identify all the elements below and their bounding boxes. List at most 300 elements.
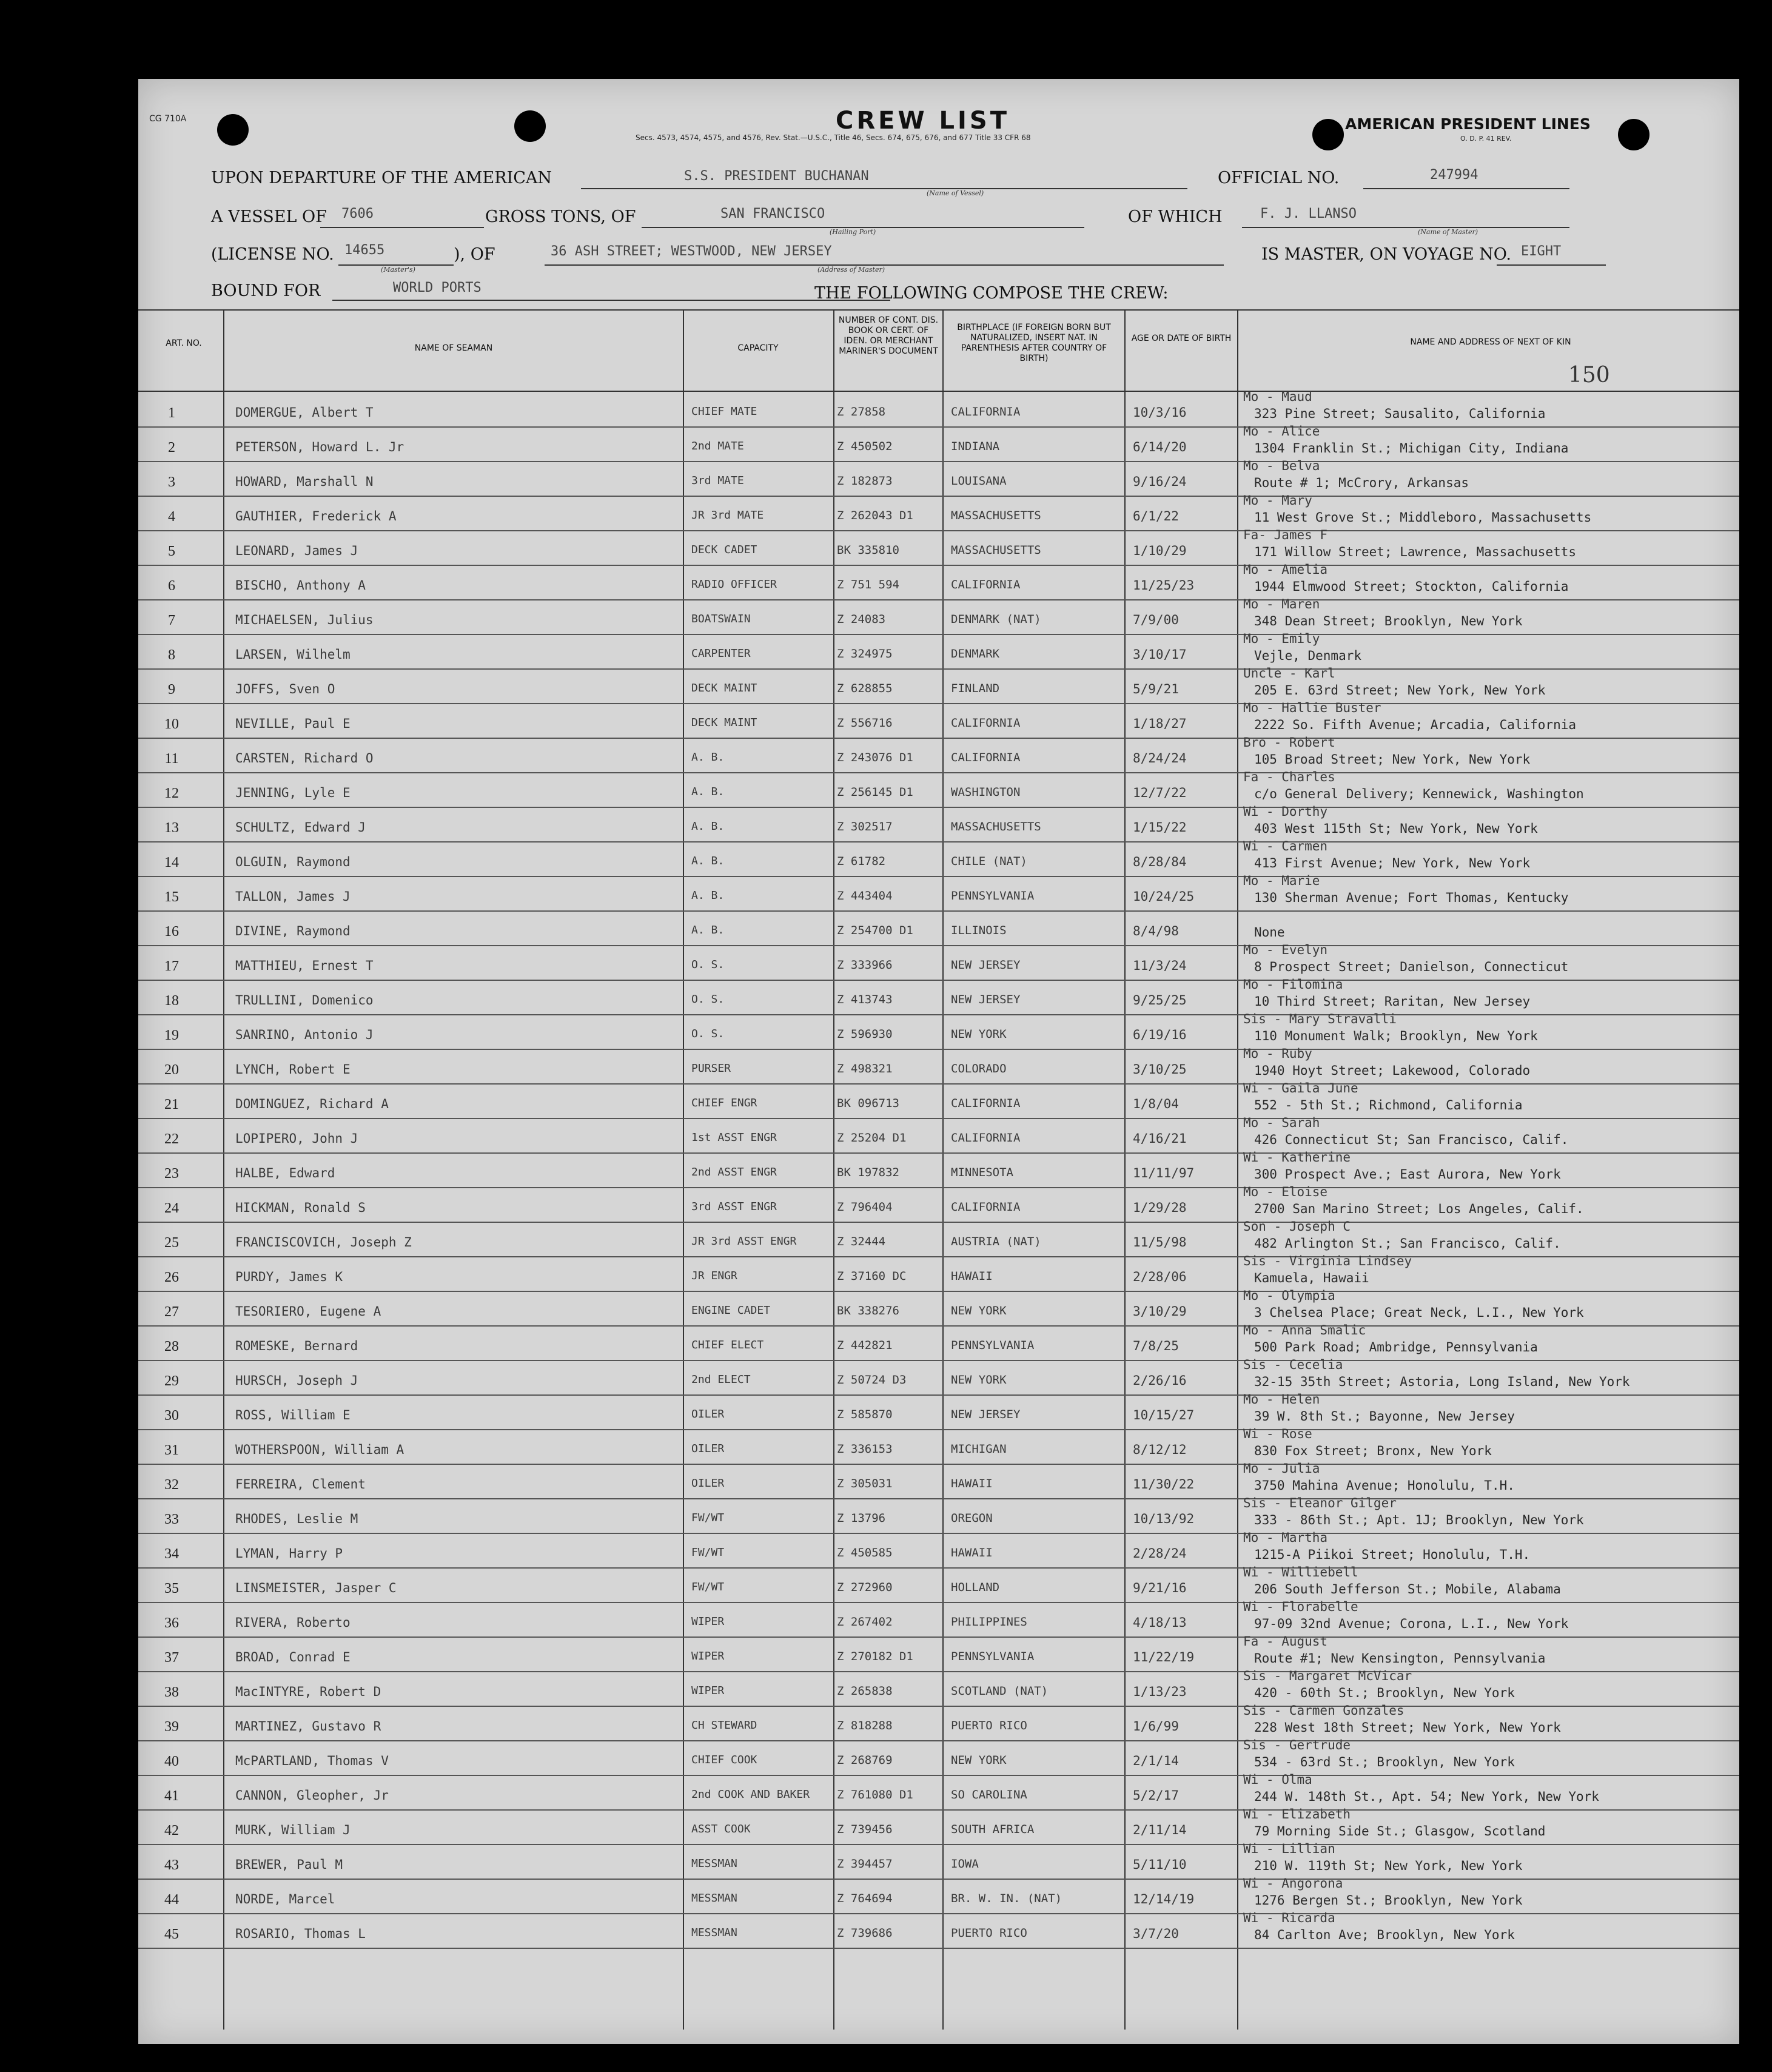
crew-kin-name: Mo - Martha xyxy=(1243,1530,1328,1545)
crew-document: Z 27858 xyxy=(837,405,886,419)
crew-kin-name: Wi - Ricarda xyxy=(1243,1911,1335,1925)
crew-kin-name: Sis - Gertrude xyxy=(1243,1738,1351,1752)
crew-dob: 10/15/27 xyxy=(1133,1408,1195,1422)
crew-dob: 11/3/24 xyxy=(1133,958,1187,973)
crew-capacity: A. B. xyxy=(691,751,725,764)
underline xyxy=(1363,188,1569,189)
crew-art-no: 20 xyxy=(164,1062,179,1078)
crew-name: MATTHIEU, Ernest T xyxy=(235,958,374,973)
crew-name: TALLON, James J xyxy=(235,889,351,904)
crew-kin-address: 1304 Franklin St.; Michigan City, Indiana xyxy=(1254,441,1569,456)
crew-document: Z 243076 D1 xyxy=(837,751,913,764)
crew-document: BK 197832 xyxy=(837,1166,899,1179)
crew-art-no: 8 xyxy=(168,647,175,663)
crew-capacity: 1st ASST ENGR xyxy=(691,1131,777,1144)
crew-row xyxy=(138,459,1739,497)
crew-kin-address: 482 Arlington St.; San Francisco, Calif. xyxy=(1254,1236,1561,1251)
crew-name: TESORIERO, Eugene A xyxy=(235,1304,381,1319)
crew-row xyxy=(138,1081,1739,1119)
crew-document: Z 556716 xyxy=(837,716,893,730)
crew-art-no: 7 xyxy=(168,613,175,628)
crew-dob: 2/11/14 xyxy=(1133,1823,1187,1837)
crew-birthplace: MASSACHUSETTS xyxy=(951,509,1041,522)
crew-row xyxy=(138,1842,1739,1880)
crew-kin-name: Mo - Olympia xyxy=(1243,1288,1335,1303)
crew-kin-address: Vejle, Denmark xyxy=(1254,648,1362,663)
crew-capacity: O. S. xyxy=(691,993,725,1006)
crew-kin-name: Fa- James F xyxy=(1243,528,1328,542)
crew-birthplace: COLORADO xyxy=(951,1062,1007,1075)
crew-capacity: 2nd ELECT xyxy=(691,1373,751,1386)
crew-name: ROMESKE, Bernard xyxy=(235,1339,358,1353)
crew-capacity: 2nd COOK AND BAKER xyxy=(691,1788,810,1801)
crew-document: Z 739456 xyxy=(837,1823,893,1836)
crew-birthplace: HAWAII xyxy=(951,1477,993,1490)
crew-kin-address: 2700 San Marino Street; Los Angeles, Calif. xyxy=(1254,1202,1584,1216)
crew-birthplace: MASSACHUSETTS xyxy=(951,820,1041,833)
crew-capacity: A. B. xyxy=(691,785,725,798)
crew-birthplace: PUERTO RICO xyxy=(951,1719,1027,1732)
crew-dob: 1/29/28 xyxy=(1133,1200,1187,1215)
crew-kin-address: 210 W. 119th St; New York, New York xyxy=(1254,1858,1523,1873)
crew-birthplace: IOWA xyxy=(951,1857,979,1871)
crew-document: Z 61782 xyxy=(837,855,886,868)
crew-document: Z 596930 xyxy=(837,1028,893,1041)
crew-name: LINSMEISTER, Jasper C xyxy=(235,1581,397,1595)
crew-kin-name: Mo - Anna Smalic xyxy=(1243,1323,1366,1337)
crew-name: SCHULTZ, Edward J xyxy=(235,820,366,835)
row-rule xyxy=(138,1948,1739,1949)
crew-art-no: 19 xyxy=(164,1028,179,1043)
crew-dob: 8/28/84 xyxy=(1133,855,1187,869)
punch-hole xyxy=(1312,119,1344,150)
crew-art-no: 13 xyxy=(164,820,179,836)
crew-art-no: 39 xyxy=(164,1719,179,1735)
crew-birthplace: NEW JERSEY xyxy=(951,958,1021,972)
crew-birthplace: PENNSYLVANIA xyxy=(951,889,1035,903)
crew-kin-name: Mo - Sarah xyxy=(1243,1115,1320,1130)
crew-kin-name: Son - Joseph C xyxy=(1243,1219,1351,1234)
crew-row xyxy=(138,1530,1739,1569)
punch-hole xyxy=(514,110,546,142)
crew-birthplace: NEW YORK xyxy=(951,1373,1007,1387)
crew-name: GAUTHIER, Frederick A xyxy=(235,509,397,523)
crew-kin-name: Sis - Cecelia xyxy=(1243,1357,1343,1372)
crew-art-no: 27 xyxy=(164,1304,179,1320)
crew-row xyxy=(138,1738,1739,1776)
crew-document: Z 13796 xyxy=(837,1512,886,1525)
form-code: CG 710A xyxy=(149,114,187,124)
col-header-capacity: CAPACITY xyxy=(737,343,779,353)
crew-name: WOTHERSPOON, William A xyxy=(235,1442,404,1457)
crew-name: ROSS, William E xyxy=(235,1408,351,1422)
crew-document: Z 739686 xyxy=(837,1926,893,1940)
crew-kin-address: Route # 1; McCrory, Arkansas xyxy=(1254,476,1469,490)
col-header-age: AGE OR DATE OF BIRTH xyxy=(1131,334,1232,343)
crew-kin-address: None xyxy=(1254,925,1285,940)
crew-kin-address: 1276 Bergen St.; Brooklyn, New York xyxy=(1254,1893,1523,1908)
crew-name: MICHAELSEN, Julius xyxy=(235,613,374,627)
address-of-label: ), OF xyxy=(454,245,495,264)
crew-document: Z 336153 xyxy=(837,1442,893,1456)
crew-row xyxy=(138,389,1739,428)
crew-name: HURSCH, Joseph J xyxy=(235,1373,358,1388)
crew-birthplace: DENMARK (NAT) xyxy=(951,613,1041,626)
crew-row xyxy=(138,943,1739,981)
crew-document: Z 50724 D3 xyxy=(837,1373,907,1387)
crew-row xyxy=(138,1046,1739,1085)
crew-document: Z 182873 xyxy=(837,474,893,488)
underline xyxy=(1497,264,1606,266)
crew-kin-address: 426 Connecticut St; San Francisco, Calif. xyxy=(1254,1132,1569,1147)
crew-birthplace: BR. W. IN. (NAT) xyxy=(951,1892,1062,1905)
crew-kin-name: Fa - Charles xyxy=(1243,770,1335,784)
crew-kin-address: 171 Willow Street; Lawrence, Massachusetts xyxy=(1254,545,1577,559)
crew-birthplace: WASHINGTON xyxy=(951,785,1021,799)
crew-kin-address: 403 West 115th St; New York, New York xyxy=(1254,821,1538,836)
crew-art-no: 41 xyxy=(164,1788,179,1804)
crew-row xyxy=(138,1219,1739,1257)
crew-document: Z 394457 xyxy=(837,1857,893,1871)
master-caption: (Name of Master) xyxy=(1418,228,1478,236)
crew-row xyxy=(138,1565,1739,1603)
crew-kin-name: Sis - Mary Stravalli xyxy=(1243,1012,1397,1026)
crew-art-no: 4 xyxy=(168,509,175,525)
crew-dob: 11/30/22 xyxy=(1133,1477,1195,1492)
crew-capacity: CHIEF COOK xyxy=(691,1754,757,1766)
crew-dob: 1/15/22 xyxy=(1133,820,1187,835)
crew-capacity: DECK MAINT xyxy=(691,682,757,695)
crew-dob: 1/18/27 xyxy=(1133,716,1187,731)
crew-art-no: 28 xyxy=(164,1339,179,1354)
crew-kin-address: 3 Chelsea Place; Great Neck, L.I., New York xyxy=(1254,1305,1584,1320)
crew-name: NEVILLE, Paul E xyxy=(235,716,351,731)
crew-art-no: 40 xyxy=(164,1754,179,1769)
crew-art-no: 24 xyxy=(164,1200,179,1216)
crew-art-no: 2 xyxy=(168,440,175,456)
crew-row xyxy=(138,770,1739,808)
crew-row xyxy=(138,873,1739,912)
crew-name: FRANCISCOVICH, Joseph Z xyxy=(235,1235,412,1250)
crew-birthplace: CALIFORNIA xyxy=(951,1131,1021,1145)
crew-name: HALBE, Edward xyxy=(235,1166,335,1180)
crew-art-no: 5 xyxy=(168,543,175,559)
crew-capacity: JR 3rd MATE xyxy=(691,509,764,522)
crew-birthplace: SCOTLAND (NAT) xyxy=(951,1684,1049,1698)
crew-kin-name: Mo - Filomina xyxy=(1243,977,1343,992)
crew-capacity: 3rd MATE xyxy=(691,474,744,487)
crew-document: Z 324975 xyxy=(837,647,893,661)
crew-name: DIVINE, Raymond xyxy=(235,924,351,938)
crew-document: Z 585870 xyxy=(837,1408,893,1421)
crew-capacity: DECK CADET xyxy=(691,543,757,556)
crew-name: HOWARD, Marshall N xyxy=(235,474,374,489)
crew-capacity: WIPER xyxy=(691,1615,725,1628)
crew-art-no: 22 xyxy=(164,1131,179,1147)
crew-birthplace: NEW JERSEY xyxy=(951,1408,1021,1421)
crew-art-no: 44 xyxy=(164,1892,179,1908)
crew-capacity: OILER xyxy=(691,1408,725,1421)
crew-birthplace: PENNSYLVANIA xyxy=(951,1650,1035,1663)
crew-row xyxy=(138,1772,1739,1811)
crew-row xyxy=(138,1115,1739,1154)
crew-document: Z 413743 xyxy=(837,993,893,1006)
crew-dob: 11/22/19 xyxy=(1133,1650,1195,1664)
crew-capacity: WIPER xyxy=(691,1650,725,1663)
crew-kin-name: Sis - Virginia Lindsey xyxy=(1243,1254,1412,1268)
crew-capacity: O. S. xyxy=(691,958,725,971)
crew-kin-address: 39 W. 8th St.; Bayonne, New Jersey xyxy=(1254,1409,1515,1424)
crew-dob: 9/16/24 xyxy=(1133,474,1187,489)
crew-document: Z 333966 xyxy=(837,958,893,972)
crew-capacity: 2nd MATE xyxy=(691,440,744,452)
crew-art-no: 38 xyxy=(164,1684,179,1700)
crew-document: Z 262043 D1 xyxy=(837,509,913,522)
crew-row xyxy=(138,1150,1739,1188)
of-which-label: OF WHICH xyxy=(1128,207,1223,226)
crew-table xyxy=(138,309,1739,2030)
crew-name: MURK, William J xyxy=(235,1823,351,1837)
crew-kin-address: 3750 Mahina Avenue; Honolulu, T.H. xyxy=(1254,1478,1515,1493)
crew-art-no: 36 xyxy=(164,1615,179,1631)
crew-birthplace: NEW JERSEY xyxy=(951,993,1021,1006)
crew-dob: 6/1/22 xyxy=(1133,509,1179,523)
crew-kin-name: Sis - Margaret McVicar xyxy=(1243,1669,1412,1683)
license-caption: (Master's) xyxy=(381,266,415,274)
crew-capacity: ENGINE CADET xyxy=(691,1304,771,1317)
crew-name: DOMERGUE, Albert T xyxy=(235,405,374,420)
crew-kin-name: Wi - Katherine xyxy=(1243,1150,1351,1165)
crew-name: PETERSON, Howard L. Jr xyxy=(235,440,404,454)
crew-birthplace: MICHIGAN xyxy=(951,1442,1007,1456)
hailing-caption: (Hailing Port) xyxy=(830,228,876,236)
crew-kin-address: 79 Morning Side St.; Glasgow, Scotland xyxy=(1254,1824,1546,1838)
crew-name: McPARTLAND, Thomas V xyxy=(235,1754,389,1768)
crew-art-no: 3 xyxy=(168,474,175,490)
crew-birthplace: CALIFORNIA xyxy=(951,751,1021,764)
crew-name: RIVERA, Roberto xyxy=(235,1615,351,1630)
crew-dob: 2/1/14 xyxy=(1133,1754,1179,1768)
crew-dob: 3/7/20 xyxy=(1133,1926,1179,1941)
crew-art-no: 1 xyxy=(168,405,175,421)
crew-kin-name: Mo - Ruby xyxy=(1243,1046,1312,1061)
crew-birthplace: HAWAII xyxy=(951,1546,993,1559)
crew-birthplace: DENMARK xyxy=(951,647,1000,661)
crew-row xyxy=(138,1703,1739,1741)
statute-reference: Secs. 4573, 4574, 4575, and 4576, Rev. Stat.—U.S.C., Title 46, Secs. 674, 675, 676, and 677 Title 33 CFR 68 xyxy=(636,133,1031,142)
page-title: CREW LIST xyxy=(836,107,1010,135)
crew-kin-name: Mo - Belva xyxy=(1243,459,1320,473)
crew-kin-name: Wi - Florabelle xyxy=(1243,1599,1358,1614)
crew-document: Z 764694 xyxy=(837,1892,893,1905)
crew-capacity: MESSMAN xyxy=(691,1926,737,1939)
crew-dob: 3/10/29 xyxy=(1133,1304,1187,1319)
crew-dob: 6/19/16 xyxy=(1133,1028,1187,1042)
underline xyxy=(581,188,1187,189)
crew-capacity: 2nd ASST ENGR xyxy=(691,1166,777,1179)
crew-birthplace: NEW YORK xyxy=(951,1028,1007,1041)
crew-document: Z 37160 DC xyxy=(837,1270,907,1283)
table-top-border xyxy=(138,309,1739,311)
crew-document: BK 096713 xyxy=(837,1097,899,1110)
crew-art-no: 30 xyxy=(164,1408,179,1424)
crew-row xyxy=(138,1807,1739,1845)
crew-name: ROSARIO, Thomas L xyxy=(235,1926,366,1941)
crew-birthplace: CALIFORNIA xyxy=(951,578,1021,591)
crew-art-no: 9 xyxy=(168,682,175,698)
crew-dob: 11/25/23 xyxy=(1133,578,1195,593)
crew-capacity: OILER xyxy=(691,1442,725,1455)
crew-kin-name: Mo - Marie xyxy=(1243,873,1320,888)
crew-birthplace: CALIFORNIA xyxy=(951,405,1021,419)
crew-birthplace: SO CAROLINA xyxy=(951,1788,1027,1801)
crew-capacity: CHIEF MATE xyxy=(691,405,757,418)
crew-birthplace: HAWAII xyxy=(951,1270,993,1283)
crew-kin-name: Wi - Carmen xyxy=(1243,839,1328,853)
crew-kin-address: 2222 So. Fifth Avenue; Arcadia, California xyxy=(1254,718,1577,732)
crew-kin-address: 32-15 35th Street; Astoria, Long Island, New York xyxy=(1254,1374,1630,1389)
crew-birthplace: MINNESOTA xyxy=(951,1166,1013,1179)
crew-capacity: A. B. xyxy=(691,820,725,833)
crew-kin-name: Wi - Lillian xyxy=(1243,1842,1335,1856)
crew-dob: 10/13/92 xyxy=(1133,1512,1195,1526)
crew-row xyxy=(138,631,1739,670)
crew-kin-address: 97-09 32nd Avenue; Corona, L.I., New York xyxy=(1254,1616,1569,1631)
crew-kin-address: Route #1; New Kensington, Pennsylvania xyxy=(1254,1651,1546,1666)
crew-art-no: 21 xyxy=(164,1097,179,1112)
crew-name: JOFFS, Sven O xyxy=(235,682,335,696)
crew-row xyxy=(138,1911,1739,1949)
underline xyxy=(1242,227,1569,228)
crew-name: CANNON, Gleopher, Jr xyxy=(235,1788,389,1803)
crew-name: LYNCH, Robert E xyxy=(235,1062,351,1077)
crew-name: NORDE, Marcel xyxy=(235,1892,335,1906)
crew-document: Z 751 594 xyxy=(837,578,899,591)
crew-kin-address: 500 Park Road; Ambridge, Pennsylvania xyxy=(1254,1340,1538,1354)
col-header-document: NUMBER OF CONT. DIS. BOOK OR CERT. OF IDEN. OR MERCHANT MARINER'S DOCUMENT xyxy=(838,315,939,356)
crew-document: Z 24083 xyxy=(837,613,886,626)
company-name: AMERICAN PRESIDENT LINES xyxy=(1345,115,1591,133)
crew-art-no: 18 xyxy=(164,993,179,1009)
voyage-label: IS MASTER, ON VOYAGE NO. xyxy=(1261,245,1511,264)
crew-row xyxy=(138,1634,1739,1672)
crew-kin-name: Wi - Gaila June xyxy=(1243,1081,1358,1095)
crew-kin-address: 420 - 60th St.; Brooklyn, New York xyxy=(1254,1686,1515,1700)
crew-name: HICKMAN, Ronald S xyxy=(235,1200,366,1215)
upon-departure-label: UPON DEPARTURE OF THE AMERICAN xyxy=(211,169,552,187)
crew-document: Z 265838 xyxy=(837,1684,893,1698)
crew-document: Z 272960 xyxy=(837,1581,893,1594)
crew-name: FERREIRA, Clement xyxy=(235,1477,366,1492)
crew-dob: 9/21/16 xyxy=(1133,1581,1187,1595)
crew-dob: 10/24/25 xyxy=(1133,889,1195,904)
crew-dob: 11/11/97 xyxy=(1133,1166,1195,1180)
crew-name: LOPIPERO, John J xyxy=(235,1131,358,1146)
crew-birthplace: LOUISANA xyxy=(951,474,1007,488)
crew-capacity: CHIEF ENGR xyxy=(691,1097,757,1109)
crew-name: TRULLINI, Domenico xyxy=(235,993,374,1007)
crew-kin-name: Wi - Rose xyxy=(1243,1427,1312,1441)
crew-birthplace: AUSTRIA (NAT) xyxy=(951,1235,1041,1248)
crew-art-no: 17 xyxy=(164,958,179,974)
col-header-birthplace: BIRTHPLACE (IF FOREIGN BORN BUT NATURALIZED, INSERT NAT. IN PARENTHESIS AFTER COUNTRY OF BIRTH) xyxy=(957,323,1111,363)
hailing-port: SAN FRANCISCO xyxy=(720,206,825,221)
table-header-border xyxy=(138,391,1739,392)
crew-kin-name: Sis - Carmen Gonzales xyxy=(1243,1703,1405,1718)
crew-dob: 8/24/24 xyxy=(1133,751,1187,765)
vessel-of-label: A VESSEL OF xyxy=(211,207,327,226)
crew-document: Z 450502 xyxy=(837,440,893,453)
crew-row xyxy=(138,562,1739,600)
crew-row xyxy=(138,1599,1739,1638)
crew-kin-name: Mo - Eloise xyxy=(1243,1185,1328,1199)
crew-name: DOMINGUEZ, Richard A xyxy=(235,1097,389,1111)
crew-kin-name: Mo - Evelyn xyxy=(1243,943,1328,957)
crew-kin-name: Mo - Julia xyxy=(1243,1461,1320,1476)
crew-kin-address: 1940 Hoyt Street; Lakewood, Colorado xyxy=(1254,1063,1531,1078)
crew-capacity: FW/WT xyxy=(691,1546,725,1559)
crew-birthplace: CALIFORNIA xyxy=(951,1097,1021,1110)
gross-tons-label: GROSS TONS, OF xyxy=(485,207,636,226)
crew-dob: 7/8/25 xyxy=(1133,1339,1179,1353)
col-header-kin: NAME AND ADDRESS OF NEXT OF KIN xyxy=(1410,337,1571,347)
voyage-no: EIGHT xyxy=(1521,244,1562,259)
crew-row xyxy=(138,804,1739,843)
crew-kin-address: 10 Third Street; Raritan, New Jersey xyxy=(1254,994,1531,1009)
crew-document: Z 796404 xyxy=(837,1200,893,1214)
crew-kin-name: Wi - Elizabeth xyxy=(1243,1807,1351,1821)
crew-capacity: JR 3rd ASST ENGR xyxy=(691,1235,797,1248)
crew-kin-address: 8 Prospect Street; Danielson, Connecticut xyxy=(1254,960,1569,974)
crew-capacity: A. B. xyxy=(691,889,725,902)
page-number: 150 xyxy=(1568,363,1610,388)
crew-kin-name: Wi - Dorthy xyxy=(1243,804,1328,819)
license-label: (LICENSE NO. xyxy=(211,245,334,264)
crew-art-no: 34 xyxy=(164,1546,179,1562)
crew-capacity: O. S. xyxy=(691,1028,725,1040)
crew-art-no: 33 xyxy=(164,1512,179,1527)
crew-art-no: 45 xyxy=(164,1926,179,1942)
crew-name: OLGUIN, Raymond xyxy=(235,855,351,869)
crew-document: Z 450585 xyxy=(837,1546,893,1559)
crew-birthplace: PENNSYLVANIA xyxy=(951,1339,1035,1352)
crew-capacity: A. B. xyxy=(691,924,725,937)
crew-kin-address: 300 Prospect Ave.; East Aurora, New York xyxy=(1254,1167,1561,1182)
crew-name: BREWER, Paul M xyxy=(235,1857,343,1872)
vessel-caption: (Name of Vessel) xyxy=(927,189,984,197)
crew-birthplace: PHILIPPINES xyxy=(951,1615,1027,1629)
crew-row xyxy=(138,912,1739,946)
crew-art-no: 12 xyxy=(164,785,179,801)
punch-hole xyxy=(1618,119,1650,150)
crew-birthplace: INDIANA xyxy=(951,440,1000,453)
crew-birthplace: FINLAND xyxy=(951,682,1000,695)
crew-dob: 2/28/06 xyxy=(1133,1270,1187,1284)
crew-birthplace: SOUTH AFRICA xyxy=(951,1823,1035,1836)
crew-document: BK 338276 xyxy=(837,1304,899,1317)
crew-row xyxy=(138,1392,1739,1430)
crew-birthplace: CHILE (NAT) xyxy=(951,855,1027,868)
crew-birthplace: HOLLAND xyxy=(951,1581,1000,1594)
crew-art-no: 42 xyxy=(164,1823,179,1838)
crew-kin-name: Mo - Emily xyxy=(1243,631,1320,646)
license-no: 14655 xyxy=(344,243,385,258)
crew-dob: 2/28/24 xyxy=(1133,1546,1187,1561)
crew-row xyxy=(138,597,1739,635)
punch-hole xyxy=(217,114,249,146)
crew-dob: 8/12/12 xyxy=(1133,1442,1187,1457)
crew-birthplace: NEW YORK xyxy=(951,1304,1007,1317)
